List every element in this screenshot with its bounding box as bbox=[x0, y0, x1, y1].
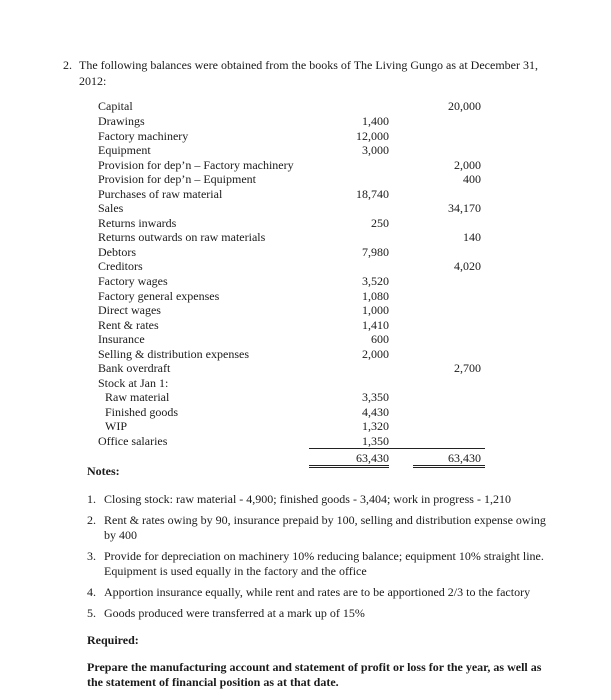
tb-row-debit: 3,000 bbox=[362, 143, 389, 158]
note-item bbox=[87, 606, 557, 621]
tb-row bbox=[98, 434, 493, 449]
tb-row bbox=[98, 172, 493, 187]
tb-row-label: Selling & distribution expenses bbox=[98, 346, 249, 361]
notes-list bbox=[87, 492, 557, 627]
cr-total-rule-top bbox=[309, 448, 485, 449]
tb-row bbox=[98, 390, 493, 405]
tb-row bbox=[98, 303, 493, 318]
note-text: Closing stock: raw material - 4,900; finished goods - 3,404; work in progress - 1,210 bbox=[104, 492, 511, 506]
note-number: 2. bbox=[87, 513, 96, 527]
note-number: 5. bbox=[87, 606, 96, 620]
note-text: Goods produced were transferred at a mark up of 15% bbox=[104, 606, 365, 620]
tb-row-debit: 1,000 bbox=[362, 303, 389, 318]
question-number: 2. bbox=[63, 58, 72, 72]
tb-row-label: Insurance bbox=[98, 332, 145, 347]
tb-row-debit: 4,430 bbox=[362, 404, 389, 419]
tb-row-credit: 140 bbox=[463, 230, 481, 245]
tb-row-debit: 1,080 bbox=[362, 288, 389, 303]
tb-row-debit: 2,000 bbox=[362, 346, 389, 361]
tb-row-label: Drawings bbox=[98, 114, 145, 128]
tb-row bbox=[98, 201, 493, 216]
tb-row-label: Purchases of raw material bbox=[98, 186, 223, 201]
required-text: Prepare the manufacturing account and statement of profit or loss for the year, as well as the statement of financial position as at that date. bbox=[87, 660, 542, 689]
tb-row-label: Provision for dep’n – Factory machinery bbox=[98, 157, 294, 172]
tb-row bbox=[98, 230, 493, 245]
tb-row-label: Equipment bbox=[98, 143, 151, 158]
tb-row-debit: 600 bbox=[371, 332, 389, 347]
trial-balance-table bbox=[98, 98, 493, 449]
tb-row-debit: 1,320 bbox=[362, 419, 389, 434]
tb-row-label: WIP bbox=[105, 419, 127, 434]
tb-row-label: Sales bbox=[98, 201, 124, 216]
tb-row-label: Rent & rates bbox=[98, 317, 159, 332]
tb-row bbox=[98, 347, 493, 362]
tb-row-debit: 12,000 bbox=[356, 128, 389, 143]
note-text: Rent & rates owing by 90, insurance prepaid by 100, selling and distribution expense owing by 400 bbox=[104, 513, 546, 542]
tb-row bbox=[98, 158, 493, 173]
note-number: 3. bbox=[87, 549, 96, 563]
cr-total-rule-bottom-2 bbox=[413, 467, 485, 468]
tb-row-debit: 250 bbox=[371, 215, 389, 230]
tb-row bbox=[98, 114, 493, 129]
tb-row bbox=[98, 289, 493, 304]
tb-row bbox=[98, 187, 493, 202]
tb-row bbox=[98, 259, 493, 274]
totals-row bbox=[98, 451, 493, 466]
tb-row-label: Returns outwards on raw materials bbox=[98, 230, 266, 245]
tb-row bbox=[98, 98, 493, 114]
tb-row-label: Debtors bbox=[98, 244, 136, 259]
tb-row-label: Factory general expenses bbox=[98, 288, 220, 303]
note-number: 4. bbox=[87, 585, 96, 599]
tb-row bbox=[98, 332, 493, 347]
tb-row bbox=[98, 361, 493, 376]
note-text: Apportion insurance equally, while rent and rates are to be apportioned 2/3 to the factory bbox=[104, 585, 531, 599]
note-item bbox=[87, 549, 557, 579]
tb-row bbox=[98, 376, 493, 391]
tb-row-label: Factory wages bbox=[98, 274, 168, 289]
tb-row-credit: 34,170 bbox=[448, 201, 481, 216]
tb-row-label: Provision for dep’n – Equipment bbox=[98, 172, 256, 187]
tb-row-label: Returns inwards bbox=[98, 215, 177, 230]
tb-row-label: Factory machinery bbox=[98, 128, 189, 143]
tb-row bbox=[98, 143, 493, 158]
tb-row-label: Office salaries bbox=[98, 434, 168, 449]
tb-row bbox=[98, 419, 493, 434]
tb-row bbox=[98, 245, 493, 260]
question-text: The following balances were obtained from the books of The Living Gungo as at December 31, 2012: bbox=[79, 58, 538, 88]
tb-row-label: Raw material bbox=[105, 390, 170, 405]
notes-heading: Notes: bbox=[87, 464, 120, 478]
note-item bbox=[87, 492, 557, 507]
tb-row-debit: 1,400 bbox=[362, 114, 389, 128]
tb-row bbox=[98, 129, 493, 144]
tb-row-debit: 1,350 bbox=[362, 434, 389, 449]
tb-row-label: Direct wages bbox=[98, 303, 161, 318]
tb-row-debit: 18,740 bbox=[356, 186, 389, 201]
tb-row bbox=[98, 216, 493, 231]
credit-total: 63,430 bbox=[448, 451, 481, 465]
debit-total: 63,430 bbox=[356, 451, 389, 465]
note-text: Provide for depreciation on machinery 10% reducing balance; equipment 10% straight line. Equipment is used equally in the factory and the office bbox=[104, 549, 544, 578]
note-item bbox=[87, 513, 557, 543]
tb-row-credit: 2,700 bbox=[454, 361, 481, 376]
tb-row-label: Finished goods bbox=[105, 404, 179, 419]
tb-row-debit: 3,520 bbox=[362, 274, 389, 289]
tb-row-credit: 4,020 bbox=[454, 259, 481, 274]
tb-row-label: Stock at Jan 1: bbox=[98, 375, 169, 390]
dr-total-rule-bottom-2 bbox=[309, 467, 389, 468]
note-number: 1. bbox=[87, 492, 96, 506]
tb-row-debit: 3,350 bbox=[362, 390, 389, 405]
required-heading: Required: bbox=[87, 633, 139, 647]
tb-row-credit: 2,000 bbox=[454, 157, 481, 172]
tb-row-debit: 7,980 bbox=[362, 244, 389, 259]
dr-total-rule-bottom-1 bbox=[309, 465, 389, 466]
tb-row-debit: 1,410 bbox=[362, 317, 389, 332]
tb-row bbox=[98, 274, 493, 289]
tb-row-label: Creditors bbox=[98, 259, 143, 274]
tb-row-label: Capital bbox=[98, 99, 133, 113]
cr-total-rule-bottom-1 bbox=[413, 465, 485, 466]
tb-row-credit: 20,000 bbox=[448, 99, 481, 113]
tb-row bbox=[98, 405, 493, 420]
tb-row-label: Bank overdraft bbox=[98, 361, 171, 376]
tb-row-credit: 400 bbox=[463, 172, 481, 187]
tb-row bbox=[98, 318, 493, 333]
note-item bbox=[87, 585, 557, 600]
